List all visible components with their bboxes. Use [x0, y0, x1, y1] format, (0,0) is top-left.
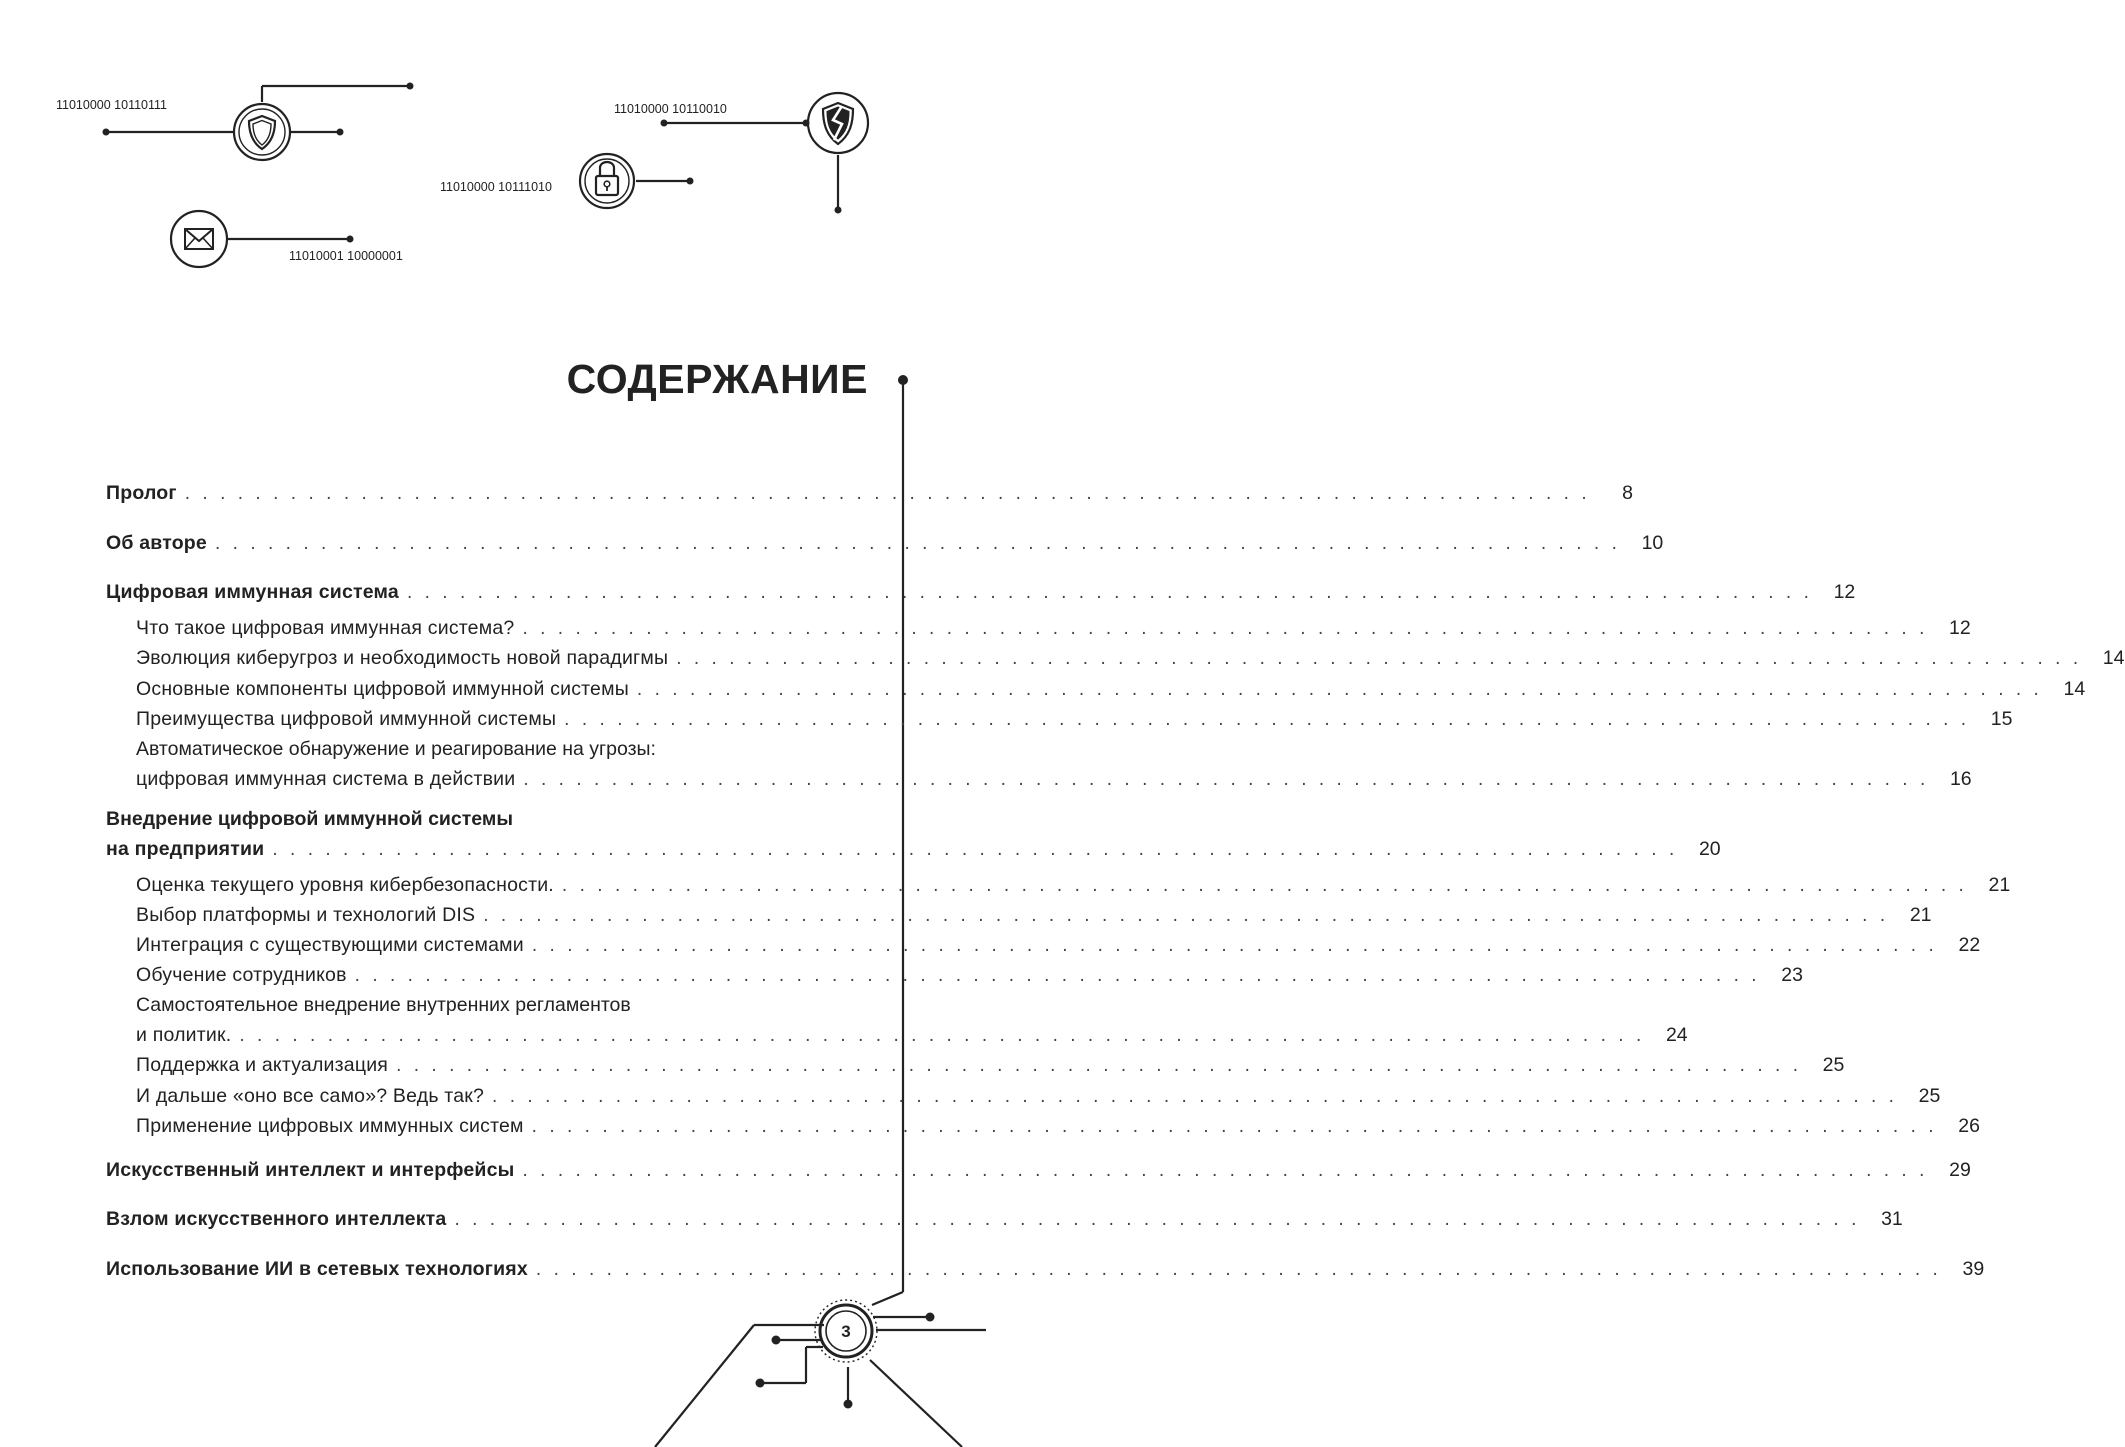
toc-entry-title: Выбор платформы и технологий DIS: [136, 904, 476, 926]
toc-page-number: 21: [1988, 874, 2011, 896]
toc-entry-title: Поддержка и актуализация: [136, 1054, 389, 1076]
toc-entry-title: И дальше «оно все само»? Ведь так?: [136, 1085, 485, 1107]
toc-dot-leader: ................................................................................: [492, 1086, 1907, 1107]
toc-entry-title: цифровая иммунная система в действии: [136, 768, 516, 790]
toc-section-entry[interactable]: [136, 1020, 1688, 1050]
toc-dot-leader: ................................................................................: [523, 769, 1938, 790]
toc-page-number: 25: [1822, 1054, 1845, 1076]
toc-page-number: 23: [1781, 964, 1803, 986]
toc-entry-title: Использование ИИ в сетевых технологиях: [106, 1258, 528, 1280]
toc-entry-title-line: Автоматическое обнаружение и реагирование на угрозы:: [136, 738, 656, 760]
toc-chapter-entry[interactable]: [106, 528, 1664, 558]
toc-page-number: 8: [1622, 482, 1634, 504]
toc-dot-leader: ................................................................................: [454, 1209, 1869, 1230]
toc-chapter-entry[interactable]: [106, 577, 1856, 607]
toc-chapter-entry[interactable]: [106, 478, 1634, 508]
toc-page-number: 12: [1833, 581, 1856, 603]
toc-dot-leader: ................................................................................: [239, 1025, 1654, 1046]
toc-entry-title-line: Внедрение цифровой иммунной системы: [106, 808, 513, 830]
binary-code-label: 11010000 10110010: [614, 102, 727, 116]
toc-page-number: 22: [1958, 934, 1981, 956]
padlock-icon: [580, 154, 634, 208]
page-number-badge: [815, 1300, 877, 1362]
toc-dot-leader: ................................................................................: [636, 679, 2052, 700]
toc-page-number: 14: [2063, 678, 2086, 700]
toc-section-entry[interactable]: [136, 613, 1971, 643]
toc-entry-title: и политик.: [136, 1024, 232, 1046]
toc-entry-title: Интеграция с существующими системами: [136, 934, 524, 956]
toc-section-entry[interactable]: [136, 870, 2011, 900]
binary-code-label: 11010001 10000001: [289, 249, 403, 263]
toc-dot-leader: ................................................................................: [406, 582, 1822, 603]
toc-page-number: 16: [1949, 768, 1972, 790]
toc-section-entry[interactable]: [136, 1081, 1941, 1111]
toc-entry-title: на предприятии: [106, 838, 265, 860]
toc-section-entry[interactable]: [136, 643, 2125, 673]
toc-entry-title: Обучение сотрудников: [136, 964, 347, 986]
envelope-icon: [171, 211, 227, 267]
toc-dot-leader: ................................................................................: [522, 618, 1937, 639]
toc-dot-leader: ................................................................................: [561, 875, 1977, 896]
toc-page-number: 26: [1958, 1115, 1980, 1137]
toc-entry-title: Основные компоненты цифровой иммунной системы: [136, 678, 629, 700]
toc-section-entry[interactable]: [136, 900, 1932, 930]
toc-dot-leader: ................................................................................: [531, 935, 1947, 956]
toc-dot-leader: ................................................................................: [531, 1116, 1946, 1137]
toc-section-entry[interactable]: [136, 674, 2086, 704]
toc-section-entry[interactable]: [136, 930, 1981, 960]
toc-page-number: 24: [1665, 1024, 1688, 1046]
toc-page-number: 29: [1949, 1159, 1971, 1181]
toc-chapter-entry[interactable]: [106, 1254, 1985, 1284]
toc-page-number: 39: [1962, 1258, 1985, 1280]
toc-entry-title: Искусственный интеллект и интерфейсы: [106, 1159, 515, 1181]
toc-entry-title: Взлом искусственного интеллекта: [106, 1208, 447, 1230]
toc-dot-leader: ................................................................................: [354, 965, 1769, 986]
toc-section-entry[interactable]: [136, 704, 2013, 734]
toc-entry-title: Преимущества цифровой иммунной системы: [136, 708, 557, 730]
toc-section-entry[interactable]: [136, 764, 1972, 794]
toc-dot-leader: ................................................................................: [272, 839, 1687, 860]
toc-entry-title-line: Самостоятельное внедрение внутренних регламентов: [136, 994, 631, 1016]
toc-entry-title: Оценка текущего уровня кибербезопасности.: [136, 874, 554, 896]
toc-section-entry[interactable]: [136, 1050, 1845, 1080]
toc-page-number: 15: [1990, 708, 2013, 730]
toc-entry-title: Эволюция киберугроз и необходимость новой парадигмы: [136, 647, 669, 669]
page-title: СОДЕРЖАНИЕ: [566, 356, 868, 402]
toc-page-number: 25: [1918, 1085, 1941, 1107]
toc-entry-title: Об авторе: [106, 532, 207, 554]
binary-code-label: 11010000 10110111: [56, 98, 167, 112]
toc-page-number: 20: [1698, 838, 1721, 860]
toc-dot-leader: ................................................................................: [184, 483, 1600, 504]
toc-dot-leader: ................................................................................: [676, 648, 2091, 669]
toc-page-number: 12: [1949, 617, 1971, 639]
toc-chapter-entry[interactable]: [106, 834, 1721, 864]
toc-page-number: 31: [1881, 1208, 1903, 1230]
shield-icon: [234, 104, 290, 160]
toc-entry-title: Применение цифровых иммунных систем: [136, 1115, 524, 1137]
toc-entry-title: Что такое цифровая иммунная система?: [136, 617, 515, 639]
toc-section-entry[interactable]: [136, 1111, 1980, 1141]
toc-dot-leader: ................................................................................: [564, 709, 1979, 730]
toc-page-number: 21: [1909, 904, 1932, 926]
page-number: 3: [841, 1322, 851, 1341]
toc-dot-leader: ................................................................................: [396, 1055, 1811, 1076]
toc-page-number: 14: [2102, 647, 2125, 669]
toc-dot-leader: ................................................................................: [535, 1259, 1951, 1280]
binary-code-label: 11010000 10111010: [440, 180, 552, 194]
broken-shield-icon: [808, 93, 868, 153]
toc-chapter-entry[interactable]: [106, 1204, 1903, 1234]
toc-section-entry[interactable]: [136, 960, 1803, 990]
toc-dot-leader: ................................................................................: [483, 905, 1898, 926]
toc-dot-leader: ................................................................................: [214, 533, 1630, 554]
toc-chapter-entry[interactable]: [106, 1155, 1971, 1185]
toc-entry-title: Цифровая иммунная система: [106, 581, 399, 603]
toc-dot-leader: ................................................................................: [522, 1160, 1937, 1181]
toc-page-number: 10: [1641, 532, 1664, 554]
toc-entry-title: Пролог: [106, 482, 177, 504]
